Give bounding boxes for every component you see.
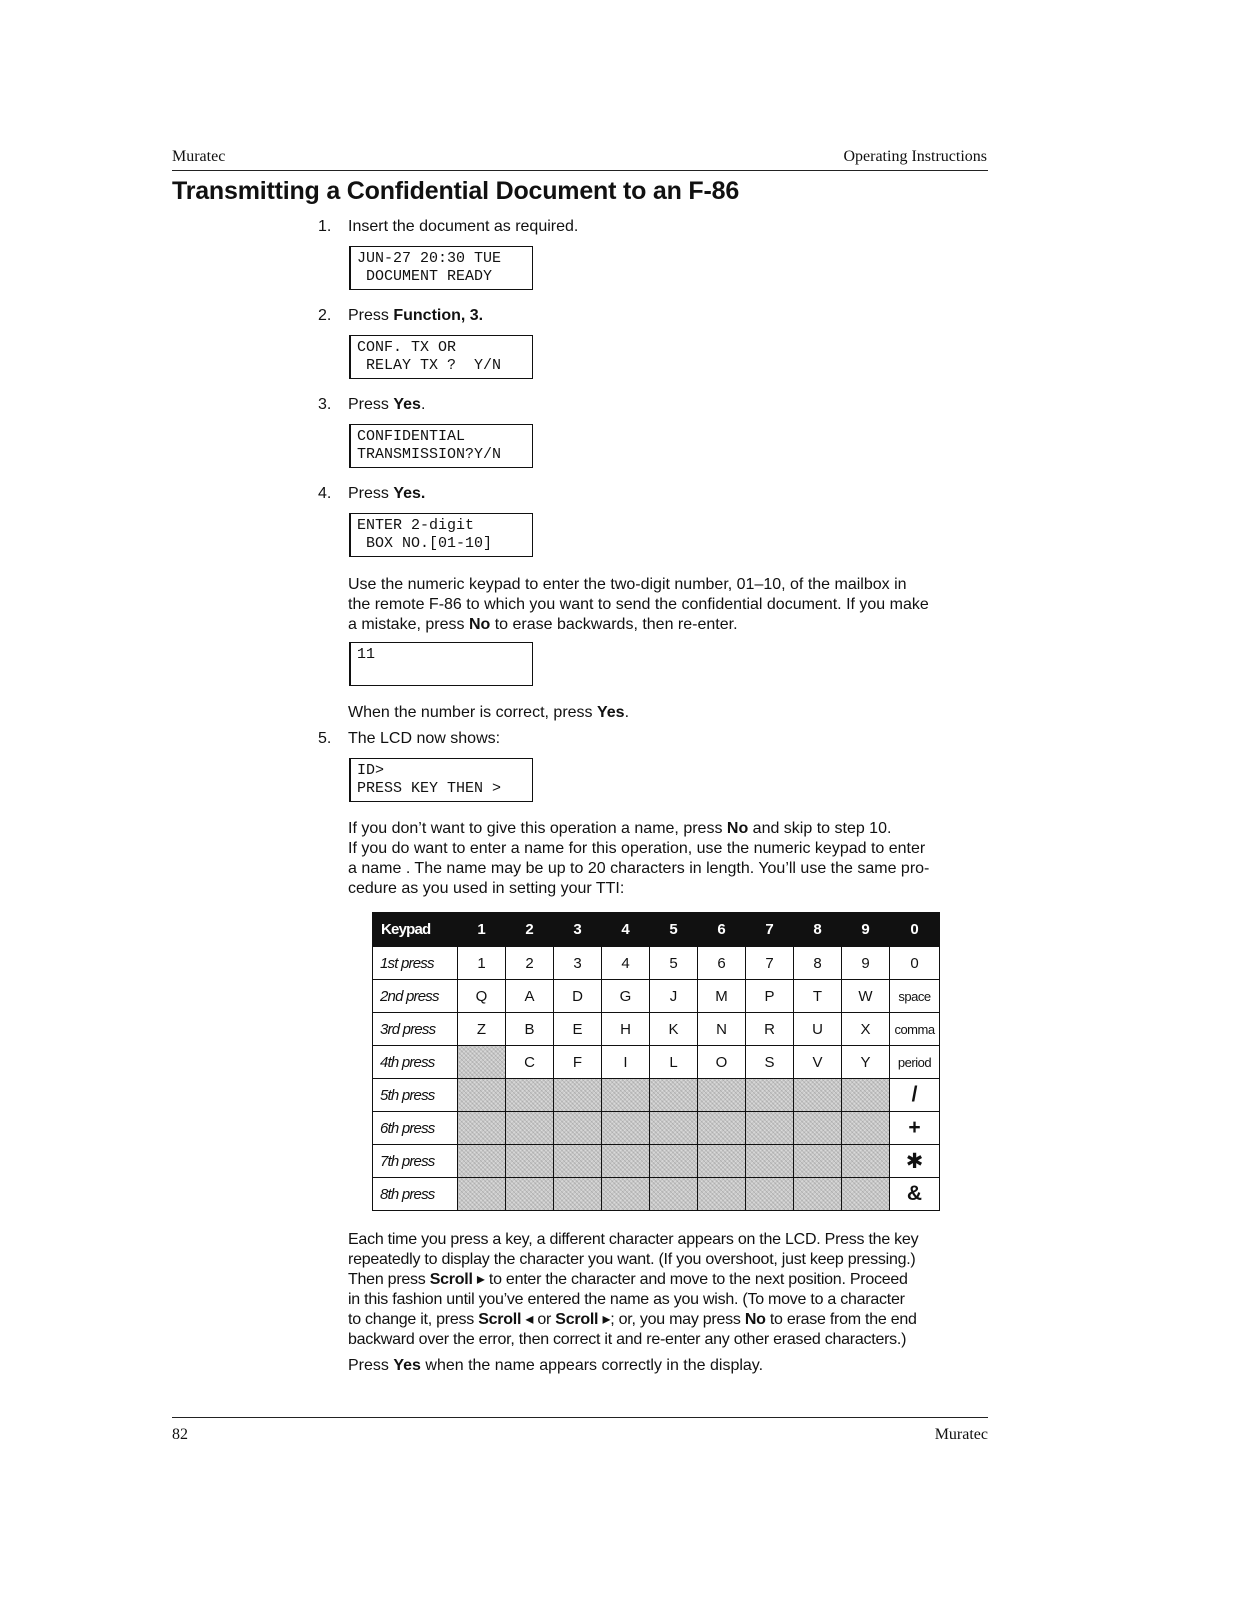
key-name: Yes bbox=[393, 1357, 421, 1374]
keypad-row bbox=[373, 1079, 940, 1112]
keypad-row bbox=[373, 1013, 940, 1046]
keypad-char-cell: 8 bbox=[794, 947, 842, 980]
key-name: No bbox=[726, 820, 749, 837]
keypad-char-cell: Y bbox=[842, 1046, 890, 1079]
text-span: a mistake, press bbox=[348, 616, 469, 633]
press-label-cell: 5th press bbox=[373, 1079, 458, 1112]
keypad-char-cell: A bbox=[506, 980, 554, 1013]
lcd-line: DOCUMENT READY bbox=[357, 268, 493, 285]
keypad-char-cell bbox=[554, 1112, 602, 1145]
text-span: or bbox=[533, 1311, 556, 1328]
paragraph-scroll-instructions bbox=[348, 1230, 988, 1350]
keypad-char-cell: Q bbox=[458, 980, 506, 1013]
keypad-char-cell: K bbox=[650, 1013, 698, 1046]
keypad-char-cell: comma bbox=[890, 1013, 940, 1046]
text-span: When the number is correct, press bbox=[348, 704, 597, 721]
keypad-char-cell bbox=[794, 1145, 842, 1178]
keypad-character-table bbox=[372, 912, 940, 1211]
keypad-header-cell: 2 bbox=[506, 913, 554, 947]
lcd-display bbox=[349, 642, 533, 686]
press-label-cell: 4th press bbox=[373, 1046, 458, 1079]
header-right: Operating Instructions bbox=[843, 148, 987, 165]
lcd-line: BOX NO.[01-10] bbox=[357, 535, 493, 552]
text-span: If you don’t want to give this operation a name, press bbox=[348, 820, 727, 837]
press-label-cell: 3rd press bbox=[373, 1013, 458, 1046]
text-span: to enter the character and move to the next position. Proceed bbox=[484, 1271, 908, 1288]
keypad-char-cell bbox=[794, 1079, 842, 1112]
keypad-char-cell bbox=[602, 1079, 650, 1112]
keypad-char-cell: I bbox=[602, 1046, 650, 1079]
lcd-line: CONF. TX OR bbox=[357, 339, 457, 356]
keypad-char-cell: V bbox=[794, 1046, 842, 1079]
press-label-cell: 6th press bbox=[373, 1112, 458, 1145]
scroll-right-icon: ▸ bbox=[602, 1311, 611, 1328]
step-1 bbox=[318, 218, 578, 236]
text-line: repeatedly to display the character you want. (If you overshoot, just keep pressing.) bbox=[348, 1251, 916, 1268]
keypad-header-cell: Keypad bbox=[373, 913, 458, 947]
keypad-char-cell bbox=[842, 1145, 890, 1178]
key-name: Scroll bbox=[478, 1311, 522, 1328]
keypad-char-cell: period bbox=[890, 1046, 940, 1079]
key-name: Yes bbox=[596, 704, 625, 721]
keypad-char-cell bbox=[602, 1145, 650, 1178]
key-name: No bbox=[744, 1311, 766, 1328]
keypad-char-cell: U bbox=[794, 1013, 842, 1046]
keypad-char-cell: P bbox=[746, 980, 794, 1013]
keypad-char-cell: 6 bbox=[698, 947, 746, 980]
lcd-line: ID> bbox=[357, 762, 385, 779]
keypad-header-cell: 4 bbox=[602, 913, 650, 947]
keypad-char-cell bbox=[842, 1178, 890, 1211]
keypad-char-cell bbox=[458, 1178, 506, 1211]
step-number: 4. bbox=[318, 485, 332, 502]
text-line: backward over the error, then correct it and re-enter any other erased characters.) bbox=[348, 1331, 907, 1348]
paragraph-keypad-entry bbox=[348, 575, 988, 635]
keypad-char-cell: 2 bbox=[506, 947, 554, 980]
lcd-display bbox=[349, 335, 533, 379]
step-text: The LCD now shows: bbox=[348, 730, 501, 747]
keypad-char-cell bbox=[650, 1079, 698, 1112]
keypad-char-cell: B bbox=[506, 1013, 554, 1046]
lcd-line: ENTER 2-digit bbox=[357, 517, 475, 534]
lcd-line: CONFIDENTIAL bbox=[357, 428, 466, 445]
lcd-line: 11 bbox=[357, 646, 376, 663]
keypad-char-cell: F bbox=[554, 1046, 602, 1079]
keypad-char-cell: J bbox=[650, 980, 698, 1013]
step-text: Insert the document as required. bbox=[348, 218, 579, 235]
text-line: a name . The name may be up to 20 characters in length. You’ll use the same pro- bbox=[348, 860, 930, 877]
keypad-char-cell bbox=[746, 1079, 794, 1112]
page-number: 82 bbox=[172, 1426, 188, 1443]
keypad-char-cell bbox=[794, 1178, 842, 1211]
text-span: Press bbox=[348, 1357, 394, 1374]
scroll-right-icon: ▸ bbox=[476, 1271, 485, 1288]
text-line: Use the numeric keypad to enter the two-digit number, 01–10, of the mailbox in bbox=[348, 576, 907, 593]
keypad-char-cell: 3 bbox=[554, 947, 602, 980]
keypad-char-cell: Z bbox=[458, 1013, 506, 1046]
text-span: to change it, press bbox=[348, 1311, 479, 1328]
keypad-char-cell bbox=[650, 1145, 698, 1178]
step-number: 5. bbox=[318, 730, 332, 747]
key-name: Scroll bbox=[555, 1311, 599, 1328]
keypad-char-cell: X bbox=[842, 1013, 890, 1046]
keypad-char-cell: 0 bbox=[890, 947, 940, 980]
step-number: 3. bbox=[318, 396, 332, 413]
text-span: Then press bbox=[348, 1271, 430, 1288]
text-line: the remote F-86 to which you want to send the confidential document. If you make bbox=[348, 596, 929, 613]
keypad-char-cell: 9 bbox=[842, 947, 890, 980]
text-span: to erase backwards, then re-enter. bbox=[490, 616, 738, 633]
step-number: 2. bbox=[318, 307, 332, 324]
keypad-char-cell: E bbox=[554, 1013, 602, 1046]
text-line bbox=[348, 615, 988, 635]
step-5 bbox=[318, 730, 500, 748]
step-number: 1. bbox=[318, 218, 332, 235]
keypad-char-cell bbox=[842, 1079, 890, 1112]
keypad-char-cell bbox=[746, 1112, 794, 1145]
keypad-char-cell bbox=[554, 1178, 602, 1211]
keypad-row bbox=[373, 947, 940, 980]
text-line: Each time you press a key, a different character appears on the LCD. Press the key bbox=[348, 1231, 919, 1248]
text-span: to erase from the end bbox=[765, 1311, 917, 1328]
keypad-char-cell: M bbox=[698, 980, 746, 1013]
keypad-char-cell bbox=[506, 1145, 554, 1178]
keypad-char-cell bbox=[506, 1112, 554, 1145]
keypad-char-cell: + bbox=[890, 1112, 940, 1145]
step-text: Press bbox=[348, 396, 394, 413]
keypad-char-cell bbox=[554, 1145, 602, 1178]
keypad-char-cell bbox=[602, 1112, 650, 1145]
lcd-line: JUN-27 20:30 TUE bbox=[357, 250, 502, 267]
keypad-char-cell bbox=[458, 1046, 506, 1079]
lcd-line: PRESS KEY THEN > bbox=[357, 780, 502, 797]
keypad-char-cell bbox=[842, 1112, 890, 1145]
text-line bbox=[348, 819, 988, 839]
keypad-char-cell bbox=[458, 1112, 506, 1145]
footer-right: Muratec bbox=[934, 1426, 988, 1443]
keypad-char-cell: G bbox=[602, 980, 650, 1013]
keypad-header-cell: 8 bbox=[794, 913, 842, 947]
text-span: when the name appears correctly in the display. bbox=[420, 1357, 764, 1374]
press-label-cell: 7th press bbox=[373, 1145, 458, 1178]
keypad-header-cell: 7 bbox=[746, 913, 794, 947]
footer-rule bbox=[172, 1417, 988, 1418]
keypad-header-cell: 0 bbox=[890, 913, 940, 947]
keypad-char-cell bbox=[458, 1079, 506, 1112]
keypad-char-cell: / bbox=[890, 1079, 940, 1112]
text-span: and skip to step 10. bbox=[748, 820, 892, 837]
keypad-char-cell: T bbox=[794, 980, 842, 1013]
keypad-header-cell: 3 bbox=[554, 913, 602, 947]
keypad-char-cell bbox=[554, 1079, 602, 1112]
key-name: Scroll bbox=[429, 1271, 473, 1288]
paragraph-number-correct bbox=[348, 703, 988, 723]
keypad-char-cell: space bbox=[890, 980, 940, 1013]
keypad-char-cell: 1 bbox=[458, 947, 506, 980]
text-line: If you do want to enter a name for this operation, use the numeric keypad to enter bbox=[348, 840, 926, 857]
press-label-cell: 8th press bbox=[373, 1178, 458, 1211]
keypad-header-cell: 5 bbox=[650, 913, 698, 947]
keypad-char-cell: O bbox=[698, 1046, 746, 1079]
lcd-display bbox=[349, 513, 533, 557]
keypad-char-cell bbox=[746, 1145, 794, 1178]
keypad-char-cell bbox=[506, 1178, 554, 1211]
keypad-char-cell bbox=[458, 1145, 506, 1178]
paragraph-name-entry bbox=[348, 819, 988, 899]
step-key: Yes. bbox=[393, 485, 426, 502]
keypad-char-cell: W bbox=[842, 980, 890, 1013]
lcd-display bbox=[349, 758, 533, 802]
scroll-left-icon: ◂ bbox=[525, 1311, 534, 1328]
step-text-tail: . bbox=[420, 396, 426, 413]
keypad-char-cell bbox=[602, 1178, 650, 1211]
press-label-cell: 1st press bbox=[373, 947, 458, 980]
keypad-char-cell: H bbox=[602, 1013, 650, 1046]
text-span: . bbox=[624, 704, 630, 721]
text-line: in this fashion until you’ve entered the name as you wish. (To move to a character bbox=[348, 1291, 905, 1308]
step-2 bbox=[318, 307, 483, 325]
keypad-char-cell: 7 bbox=[746, 947, 794, 980]
lcd-display bbox=[349, 424, 533, 468]
keypad-char-cell bbox=[746, 1178, 794, 1211]
text-line: cedure as you used in setting your TTI: bbox=[348, 880, 625, 897]
keypad-header-row bbox=[373, 913, 940, 947]
paragraph-final bbox=[348, 1356, 988, 1376]
keypad-row bbox=[373, 1178, 940, 1211]
keypad-char-cell bbox=[650, 1112, 698, 1145]
keypad-row bbox=[373, 1046, 940, 1079]
keypad-char-cell: 5 bbox=[650, 947, 698, 980]
keypad-char-cell: L bbox=[650, 1046, 698, 1079]
keypad-char-cell: D bbox=[554, 980, 602, 1013]
keypad-header-cell: 9 bbox=[842, 913, 890, 947]
step-text: Press bbox=[348, 485, 394, 502]
step-text: Press bbox=[348, 307, 394, 324]
keypad-char-cell bbox=[698, 1178, 746, 1211]
press-label-cell: 2nd press bbox=[373, 980, 458, 1013]
step-3 bbox=[318, 396, 425, 414]
keypad-header-cell: 1 bbox=[458, 913, 506, 947]
lcd-display bbox=[349, 246, 533, 290]
keypad-row bbox=[373, 980, 940, 1013]
page-title: Transmitting a Confidential Document to an F-86 bbox=[172, 177, 740, 205]
lcd-line: RELAY TX ? Y/N bbox=[357, 357, 502, 374]
header-rule bbox=[172, 170, 988, 171]
keypad-char-cell bbox=[698, 1112, 746, 1145]
keypad-char-cell: & bbox=[890, 1178, 940, 1211]
key-name: No bbox=[468, 616, 491, 633]
keypad-char-cell bbox=[650, 1178, 698, 1211]
keypad-char-cell bbox=[698, 1079, 746, 1112]
header-left: Muratec bbox=[172, 148, 226, 165]
keypad-char-cell: N bbox=[698, 1013, 746, 1046]
keypad-char-cell: R bbox=[746, 1013, 794, 1046]
keypad-char-cell: 4 bbox=[602, 947, 650, 980]
text-span: ; or, you may press bbox=[610, 1311, 745, 1328]
keypad-header-cell: 6 bbox=[698, 913, 746, 947]
keypad-char-cell bbox=[794, 1112, 842, 1145]
keypad-char-cell: C bbox=[506, 1046, 554, 1079]
keypad-row bbox=[373, 1112, 940, 1145]
text-line bbox=[348, 1310, 988, 1330]
step-key: Yes bbox=[393, 396, 421, 413]
step-key: Function, 3. bbox=[393, 307, 484, 324]
text-line bbox=[348, 1270, 988, 1290]
keypad-char-cell: ✱ bbox=[890, 1145, 940, 1178]
keypad-char-cell: S bbox=[746, 1046, 794, 1079]
keypad-char-cell bbox=[506, 1079, 554, 1112]
lcd-line: TRANSMISSION?Y/N bbox=[357, 446, 502, 463]
step-4 bbox=[318, 485, 425, 503]
keypad-char-cell bbox=[698, 1145, 746, 1178]
keypad-row bbox=[373, 1145, 940, 1178]
